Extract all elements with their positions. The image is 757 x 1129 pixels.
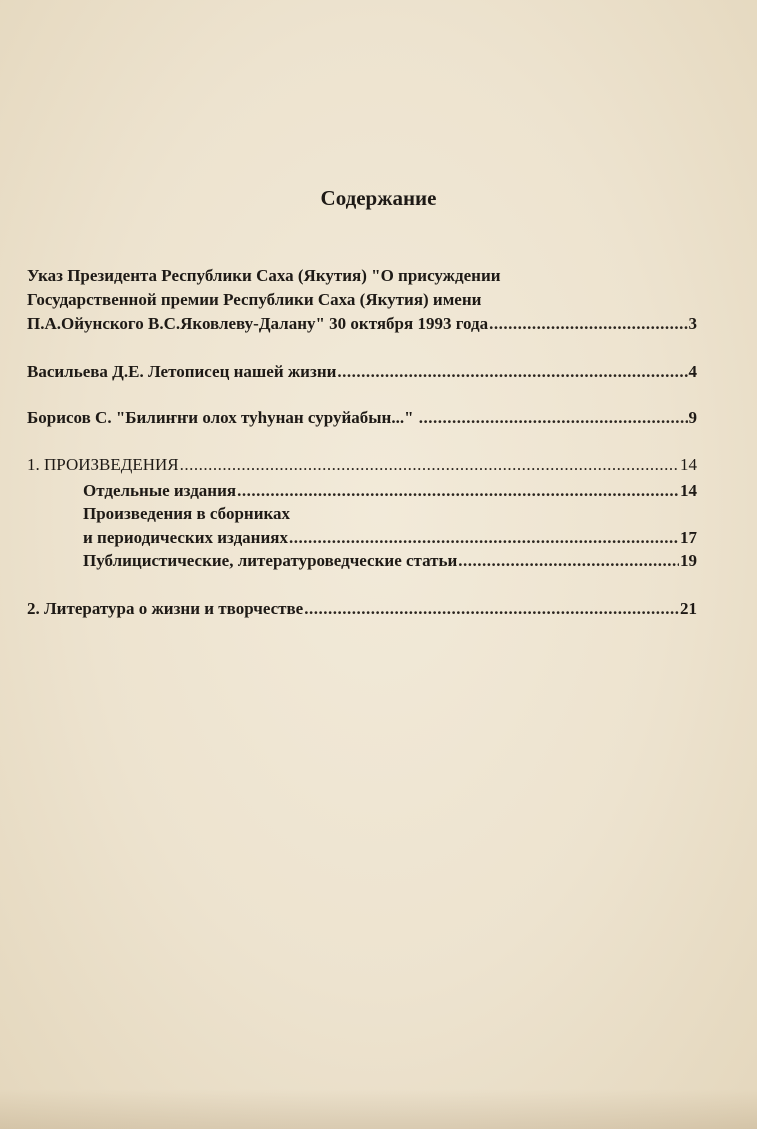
toc-section-2	[27, 597, 697, 621]
toc-page-number: 17	[680, 528, 697, 547]
toc-page-number: 21	[680, 599, 697, 618]
page-title: Содержание	[320, 186, 437, 210]
toc-entry-text: и периодических изданиях	[83, 528, 288, 547]
leader-dots	[489, 312, 687, 336]
leader-dots	[180, 453, 679, 477]
toc-subentry-collections	[83, 502, 697, 550]
toc-entry-vasilyeva	[27, 360, 697, 384]
toc-subentry-separate-editions	[83, 479, 697, 503]
page-bottom-shadow	[0, 1089, 757, 1129]
toc-entry-ukaz-line3-text: П.А.Ойунского В.С.Яковлеву-Далану" 30 октября 1993 года	[27, 314, 489, 333]
toc-entry-ukaz	[27, 264, 697, 336]
leader-dots	[458, 549, 679, 573]
toc-entry-borisov	[27, 406, 697, 430]
toc-page-number: 14	[680, 455, 697, 474]
toc-entry-text: Васильева Д.Е. Летописец нашей жизни	[27, 362, 337, 381]
toc-section-title: 1. ПРОИЗВЕДЕНИЯ	[27, 455, 179, 474]
toc-entry-text: Отдельные издания	[83, 481, 237, 500]
toc-subentry-articles	[83, 549, 697, 573]
leader-dots	[304, 597, 679, 621]
toc-page-number: 4	[688, 362, 697, 381]
toc-entry-text: Борисов С. "Билиҥҥи олох туһунан суруйабын..."	[27, 408, 418, 427]
toc-page-number: 9	[688, 408, 697, 427]
toc-page-number: 14	[680, 481, 697, 500]
toc-entry-text: Публицистические, литературоведческие статьи	[83, 551, 458, 570]
toc-entry-ukaz-line2: Государственной премии Республики Саха (Якутия) имени	[27, 290, 482, 309]
leader-dots	[419, 406, 688, 430]
leader-dots	[289, 526, 679, 550]
toc-page-number: 19	[680, 551, 697, 570]
toc-entry-text: Произведения в сборниках	[83, 504, 291, 523]
toc-entry-ukaz-line1: Указ Президента Республики Саха (Якутия) "О присуждении	[27, 266, 501, 285]
toc-section-1	[27, 453, 697, 477]
toc-page-number: 3	[688, 314, 697, 333]
leader-dots	[337, 360, 687, 384]
toc-section-title: 2. Литература о жизни и творчестве	[27, 599, 304, 618]
toc-entry-ukaz-line3	[27, 312, 697, 336]
leader-dots	[237, 479, 679, 503]
